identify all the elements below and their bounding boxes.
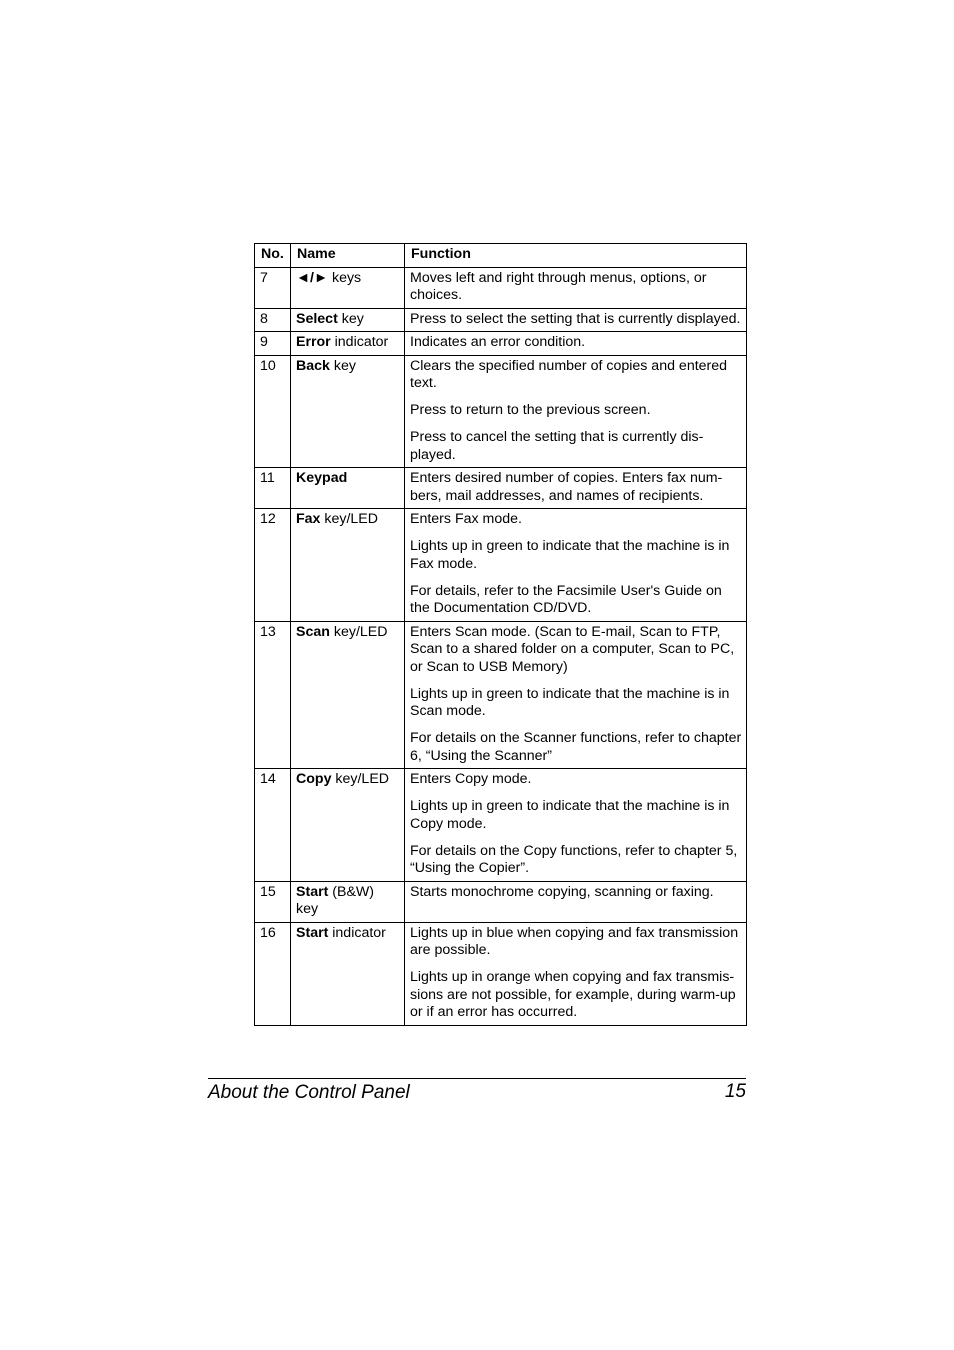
row-function <box>405 621 747 769</box>
row-function <box>405 509 747 622</box>
row-name-bold: Fax <box>296 511 321 527</box>
footer-section-title: About the Control Panel <box>208 1082 410 1103</box>
function-paragraph: For details on the Copy functions, refer to chapter 5, “Using the Copier”. <box>410 842 738 876</box>
row-name-bold: Error <box>296 334 331 350</box>
function-paragraph: Moves left and right through menus, options, or choices. <box>410 269 707 303</box>
row-function <box>405 332 747 356</box>
row-name-bold: Start <box>296 924 329 941</box>
row-function <box>405 267 747 308</box>
row-number: 11 <box>255 468 291 509</box>
row-name-rest: key <box>337 310 364 327</box>
row-name <box>291 468 405 509</box>
table-row <box>255 621 747 769</box>
row-number: 9 <box>255 332 291 356</box>
row-name-bold: Back <box>296 357 330 374</box>
function-paragraph: Lights up in blue when copying and fax transmission are possible. <box>410 924 739 958</box>
function-paragraph: For details on the Scanner functions, refer to chapter 6, “Using the Scanner” <box>410 730 742 764</box>
row-name <box>291 332 405 356</box>
row-number: 10 <box>255 355 291 468</box>
function-paragraph: Enters Fax mode. <box>410 511 522 527</box>
table-row <box>255 922 747 1025</box>
row-name <box>291 769 405 882</box>
row-name <box>291 308 405 332</box>
row-name <box>291 621 405 769</box>
table-row <box>255 332 747 356</box>
row-number: 8 <box>255 308 291 332</box>
row-name-rest: key <box>329 357 356 374</box>
row-name <box>291 267 405 308</box>
page-number: 15 <box>724 1081 746 1102</box>
table-row <box>255 468 747 509</box>
row-name-bold: Select <box>296 310 338 327</box>
function-paragraph: Lights up in green to indicate that the machine is in Scan mode. <box>410 685 730 719</box>
function-paragraph: Starts monochrome copying, scanning or faxing. <box>410 883 714 900</box>
row-name-bold: ◄/► <box>296 269 329 286</box>
row-number: 13 <box>255 621 291 769</box>
function-paragraph: For details, refer to the Facsimile User's Guide on the Documentation CD/DVD. <box>410 582 722 616</box>
row-name-bold: Start <box>296 883 329 900</box>
function-paragraph: Enters Copy mode. <box>410 771 532 787</box>
header-function: Function <box>405 244 747 268</box>
function-paragraph: Press to return to the previous screen. <box>410 402 651 418</box>
header-no: No. <box>255 244 291 268</box>
table-row <box>255 881 747 922</box>
function-paragraph: Lights up in orange when copying and fax transmis-sions are not possible, for example, during warm-up or if an error has occurred. <box>410 969 736 1020</box>
row-name-rest: indicator <box>328 924 386 941</box>
table-header-row <box>255 244 747 268</box>
function-paragraph: Clears the specified number of copies and entered text. <box>410 357 728 391</box>
table-row <box>255 769 747 882</box>
row-name-rest: key/LED <box>320 511 379 527</box>
row-name <box>291 922 405 1025</box>
table-row <box>255 267 747 308</box>
row-name-rest: key/LED <box>331 771 390 787</box>
table-row <box>255 355 747 468</box>
row-function <box>405 468 747 509</box>
table-row <box>255 509 747 622</box>
row-number: 14 <box>255 769 291 882</box>
function-paragraph: Press to cancel the setting that is currently dis-played. <box>410 429 704 463</box>
row-name-bold: Keypad <box>296 470 348 486</box>
row-function <box>405 308 747 332</box>
row-name-rest: keys <box>328 269 362 286</box>
function-paragraph: Lights up in green to indicate that the machine is in Copy mode. <box>410 798 730 832</box>
row-function <box>405 922 747 1025</box>
row-name <box>291 355 405 468</box>
function-paragraph: Enters Scan mode. (Scan to E-mail, Scan to FTP, Scan to a shared folder on a computer, Scan to PC, or Scan to USB Memory) <box>410 623 735 675</box>
row-name-rest: key/LED <box>329 623 388 640</box>
row-number: 12 <box>255 509 291 622</box>
row-name <box>291 881 405 922</box>
function-paragraph: Lights up in green to indicate that the machine is in Fax mode. <box>410 538 730 572</box>
row-function <box>405 769 747 882</box>
function-paragraph: Press to select the setting that is currently displayed. <box>410 310 741 327</box>
row-function <box>405 355 747 468</box>
row-name-bold: Scan <box>296 623 330 640</box>
function-paragraph: Enters desired number of copies. Enters fax num-bers, mail addresses, and names of recipients. <box>410 470 723 504</box>
table-row <box>255 308 747 332</box>
control-panel-table <box>254 243 747 1026</box>
row-name-rest: indicator <box>330 334 389 350</box>
header-name: Name <box>291 244 405 268</box>
row-number: 16 <box>255 922 291 1025</box>
row-number: 15 <box>255 881 291 922</box>
row-name-bold: Copy <box>296 771 332 787</box>
footer-divider <box>208 1078 746 1079</box>
row-name-rest: (B&W) key <box>296 883 375 917</box>
row-function <box>405 881 747 922</box>
function-paragraph: Indicates an error condition. <box>410 334 586 350</box>
row-number: 7 <box>255 267 291 308</box>
row-name <box>291 509 405 622</box>
